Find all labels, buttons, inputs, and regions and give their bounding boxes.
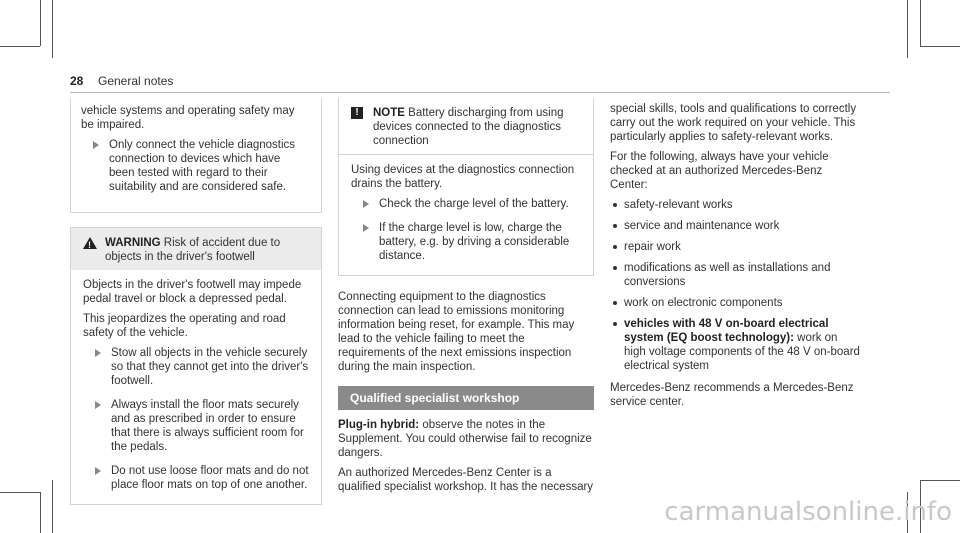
arrow-bullet-icon	[95, 401, 101, 409]
body-para: For the following, always have your vehicle checked at an authorized Mercedes-Benz Center:	[610, 151, 829, 191]
note-label: NOTE	[373, 107, 405, 119]
page-section-title: General notes	[98, 74, 174, 88]
list-item: vehicles with 48 V on-board electrical system (EQ boost technology): work on high voltage components of the 48 V on-board electrical system	[610, 317, 860, 373]
dot-list	[610, 198, 860, 373]
column-middle	[338, 98, 594, 500]
section-heading: Qualified specialist workshop	[338, 386, 594, 410]
plugin-para: Plug-in hybrid: observe the notes in the Supplement. You could otherwise fail to recognize dangers.	[338, 419, 592, 459]
body-para: Mercedes-Benz recommends a Mercedes-Benz service center.	[610, 382, 854, 408]
list-item: safety-relevant works	[610, 198, 860, 212]
crop-mark	[920, 0, 921, 46]
warning-icon	[83, 237, 97, 249]
list-item: work on electronic components	[610, 296, 860, 310]
note-title: Battery discharging from using devices connected to the diagnostics connection	[373, 107, 564, 147]
note-icon: !	[351, 107, 363, 119]
crop-mark	[0, 492, 40, 493]
crop-mark	[907, 0, 908, 58]
list-item: service and maintenance work	[610, 219, 860, 233]
crop-mark	[40, 0, 41, 46]
crop-mark	[40, 492, 41, 533]
list-item: Stow all objects in the vehicle securely so that they cannot get into the driver's footwell.	[83, 346, 309, 388]
arrow-bullet-icon	[95, 467, 101, 475]
column-left	[70, 98, 322, 505]
arrow-bullet-icon	[95, 349, 101, 357]
warning-para: This jeopardizes the operating and road safety of the vehicle.	[83, 313, 286, 339]
intro-box	[70, 98, 322, 213]
list-item: Check the charge level of the battery.	[351, 197, 581, 211]
note-para: Using devices at the diagnostics connection drains the battery.	[351, 164, 575, 190]
crop-mark	[0, 46, 40, 47]
warning-box	[70, 227, 322, 505]
arrow-bullet-icon	[363, 224, 369, 232]
center-para: An authorized Mercedes-Benz Center is a qualified specialist workshop. It has the necessary	[338, 467, 594, 493]
warning-header	[71, 228, 321, 270]
crop-mark	[52, 480, 53, 533]
crop-mark	[920, 46, 960, 47]
list-item: Always install the floor mats securely and as prescribed in order to ensure that there is always sufficient room for the pedals.	[83, 398, 309, 454]
list-item: repair work	[610, 240, 860, 254]
warning-label: WARNING	[105, 237, 161, 249]
column-right	[610, 102, 860, 415]
watermark: carmanualsonline.info	[664, 497, 952, 527]
intro-text: vehicle systems and operating safety may be impaired.	[81, 105, 295, 131]
note-header	[339, 98, 593, 155]
body-para: special skills, tools and qualifications to correctly carry out the work required on your vehicle. This particularly applies to safety-relevant works.	[610, 103, 857, 143]
crop-mark	[52, 0, 53, 58]
arrow-bullet-icon	[363, 200, 369, 208]
warning-title: Risk of accident due to objects in the driver's footwell	[105, 237, 281, 263]
page-header	[70, 72, 890, 93]
list-item: modifications as well as installations and conversions	[610, 261, 860, 289]
connecting-para: Connecting equipment to the diagnostics connection can lead to emissions monitoring information being reset, for example. This may lead to the vehicle failing to meet the requirements of the next emissions inspection during the main inspection.	[338, 291, 575, 373]
arrow-bullet-icon	[93, 141, 99, 149]
list-item: Only connect the vehicle diagnostics connection to devices which have been tested with regard to their suitability and are considered safe.	[81, 138, 309, 194]
list-item: Do not use loose floor mats and do not place floor mats on top of one another.	[83, 464, 309, 492]
warning-para: Objects in the driver's footwell may impede pedal travel or block a depressed pedal.	[83, 279, 302, 305]
crop-mark	[920, 480, 960, 481]
page-number: 28	[70, 74, 84, 88]
list-item: If the charge level is low, charge the battery, e.g. by driving a considerable distance.	[351, 221, 581, 263]
note-box	[338, 98, 594, 276]
